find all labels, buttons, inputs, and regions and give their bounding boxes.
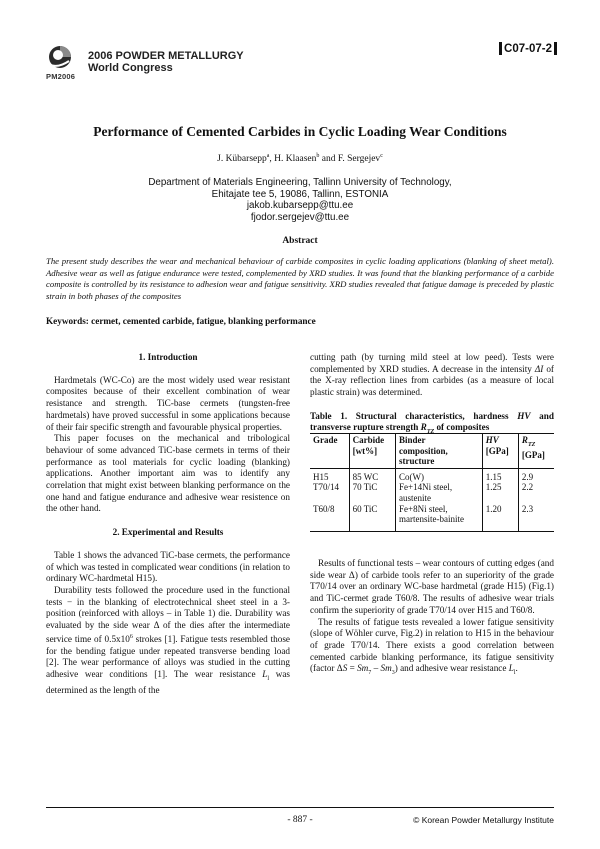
footer-divider	[46, 807, 554, 808]
text-run: –	[371, 663, 381, 674]
symbol: ΔI	[534, 363, 544, 374]
right-paragraph-3	[310, 617, 554, 680]
col-hv: HV [GPa]	[482, 434, 518, 468]
cell-hv: 1.20	[482, 504, 518, 531]
paper-title: Performance of Cemented Carbides in Cyclic Loading Wear Conditions	[93, 124, 507, 139]
subscript: 3	[391, 670, 395, 677]
symbol: Sm	[357, 663, 369, 674]
table-1	[310, 433, 554, 532]
email-1: jakob.kubarsepp@ttu.ee	[246, 200, 354, 211]
cell-hv: 1.25	[482, 482, 518, 503]
cell-carbide: 70 TiC	[349, 482, 395, 503]
right-paragraph-1	[310, 352, 554, 399]
cell-binder: Co(W)	[396, 468, 483, 482]
col-carbide: Carbide [wt%]	[349, 434, 395, 468]
abstract-heading: Abstract	[282, 236, 318, 246]
pm2006-mark: PM2006	[46, 72, 76, 81]
text-run: cutting path (by turning mild steel at low peed). Tests were complemented by XRD studies. A decrease in the intensity	[310, 352, 554, 374]
right-paragraph-2: Results of functional tests – wear contours of cutting edges (and side wear Δ) of carbide tools refer to an superiority of the grade T70/14 over an ordinary WC-base hardmetal (grade H15) (Fig.1) and TiC-cermet grade T60/8. The results of adhesive wear trials confirm the superiority of grade T70/14 over H15 and T60/8.	[310, 558, 554, 615]
cell-rtz: 2.9	[518, 468, 554, 482]
cell-hv: 1.15	[482, 468, 518, 482]
author-affil-mark: c	[380, 153, 383, 159]
section2-heading: 2. Experimental and Results	[112, 527, 224, 538]
cell-rtz: 2.3	[518, 504, 554, 531]
table-row	[310, 468, 554, 482]
symbol: L	[508, 663, 514, 674]
page-number: - 887 -	[287, 815, 313, 825]
text-run: =	[347, 663, 358, 674]
text-run: was determined as the length of the	[46, 668, 290, 696]
paper-code-text: C07-07-2	[504, 42, 552, 55]
symbol: R	[420, 422, 427, 433]
col-binder: Binder composition, structure	[396, 434, 483, 468]
event-line-1: 2006 POWDER METALLURGY	[88, 50, 244, 62]
symbol: S	[342, 663, 348, 674]
event-line-2: World Congress	[88, 62, 173, 74]
affiliation-line-1: Department of Materials Engineering, Tallinn University of Technology,	[148, 177, 452, 188]
text-run: Durability tests followed the procedure used in the functional tests − in the blanking of electrotechnical sheet steel in a 3-position (reinforced with alloys – in Table 1) die. Durability was evaluated by the side wear Δ of the dies after the intermediate service time of 0.5x10	[46, 584, 290, 644]
author-affil-mark: b	[316, 153, 320, 159]
affiliation-line-2: Ehitajate tee 5, 19086, Tallinn, ESTONIA	[211, 188, 389, 200]
text-run: and transverse rupture strength	[310, 411, 554, 433]
paper-code	[499, 42, 557, 55]
keywords: Keywords: cermet, cemented carbide, fatigue, blanking performance	[46, 316, 316, 326]
abstract-text: The present study describes the wear and mechanical behaviour of carbide composites in cyclic loading applications (blanking of sheet metal). Adhesive wear as well as fatigue endurance were tested, complemented by XRD studies. It was found that the blanking performance of a carbide composite is controlled by its resistance to adhesion wear and fatigue sensitivity. XRD studies revealed that fatigue damage is preceded by plastic strain in both phases of the composites	[46, 256, 554, 301]
superscript: 6	[129, 633, 133, 640]
author-name: F. Sergejev	[337, 154, 381, 165]
author-affil-mark: a	[266, 153, 270, 159]
text-run: Table 1. Structural characteristics, hardness	[310, 411, 518, 421]
symbol: L	[262, 668, 268, 679]
table-grid	[310, 434, 554, 531]
event-name	[88, 50, 244, 74]
table-row	[310, 504, 554, 531]
author-name: J. Kübarsepp	[217, 154, 267, 165]
cell-grade: T60/8	[310, 504, 349, 531]
author-name: H. Klaasen	[274, 154, 317, 165]
cell-rtz: 2.2	[518, 482, 554, 503]
author-separator: and	[319, 154, 338, 165]
subscript: l	[513, 670, 516, 677]
code-bar-right	[554, 42, 557, 55]
text-run: ) and adhesive wear resistance	[394, 663, 509, 674]
intro-paragraph-2: This paper focuses on the mechanical and tribological behaviour of some advanced TiC-base cermets in terms of their performance as tool materials for cyclic loading (blanking) applications. Another important aim was to identify any correlation that might exist between blanking performance on the one hand and fatigue endurance and adhesive wear resistence on the other hand.	[46, 433, 290, 514]
text-run: The results of fatigue tests revealed a lower fatigue sensitivity (slope of Wöhler curve, Fig.2) in relation to H15 in the behaviour of grade T70/14. There exists a good correlation between cemented carbide blanking performance, its fatigue sensitivity (factor Δ	[310, 616, 554, 674]
section2-paragraph-2	[46, 585, 290, 697]
col-grade: Grade	[310, 434, 349, 468]
subscript: TZ	[426, 429, 435, 436]
text-run: .	[515, 663, 518, 674]
cell-grade: H15	[310, 468, 349, 482]
text-run: of composites	[434, 422, 490, 433]
table-row	[310, 482, 554, 503]
author-list	[0, 153, 600, 164]
cell-binder: Fe+14Ni steel, austenite	[396, 482, 483, 503]
symbol: HV	[517, 411, 531, 421]
right-column-top	[310, 352, 554, 399]
col-rtz: $R_{TZ}$ [GPa]	[518, 434, 554, 468]
symbol: Sm	[380, 663, 392, 674]
copyright: © Korean Powder Metallurgy Institute	[413, 815, 554, 825]
code-bar-left	[499, 42, 502, 55]
email-2: fjodor.sergejev@ttu.ee	[250, 211, 350, 223]
text-run: strokes [1]. Fatigue tests resembled those for the bending fatigue under repeated transverse bending load [2]. The wear performance of alloys was studied in the cutting adhesive wear conditions [1]. The wear resistance	[46, 633, 291, 679]
subscript: 7	[368, 670, 372, 677]
intro-paragraph-1: Hardmetals (WC-Co) are the most widely used wear resistant composites because of their excellent combination of wear resistance and strength. TiC-base cermets (tungsten-free hardmetals) have proved successful in some applications because of their fair specific strength and favourable physical properties.	[46, 374, 290, 432]
cell-carbide: 85 WC	[349, 468, 395, 482]
affiliation	[0, 177, 600, 223]
cell-grade: T70/14	[310, 482, 349, 503]
section2-paragraph-1: Table 1 shows the advanced TiC-base cermets, the performance of which was tested in complicated wear conditions (in relation to ordinary WC-hardmetal H15).	[46, 549, 290, 584]
left-column	[46, 352, 290, 697]
right-column-bottom	[310, 558, 554, 680]
text-run: of the X-ray reflection lines from carbides (as a measure of local plastic strain) was determined.	[310, 363, 554, 398]
cell-carbide: 60 TiC	[349, 504, 395, 531]
subscript: l	[267, 675, 270, 682]
cell-binder: Fe+8Ni steel, martensite-bainite	[396, 504, 483, 531]
author-separator: ,	[269, 154, 275, 165]
intro-heading: 1. Introduction	[138, 352, 198, 362]
table-header-row	[310, 434, 554, 468]
